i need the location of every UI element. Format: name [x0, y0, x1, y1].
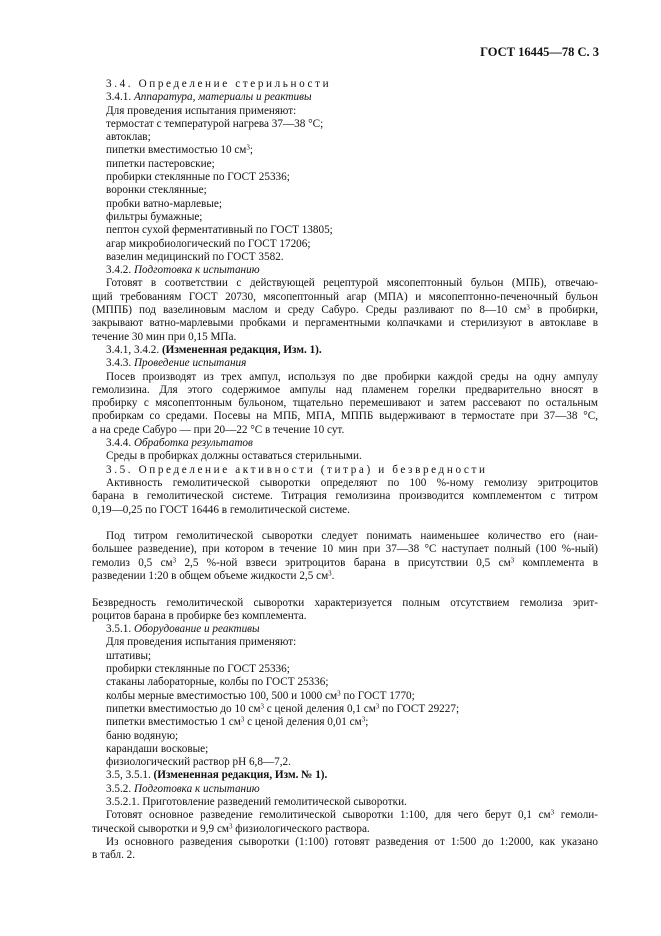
text-line: 3.5.2.1. Приготовление разведений гемолитической сыворотки. — [106, 796, 407, 809]
text-line: 3.5.1. Оборудование и реактивы — [106, 623, 260, 636]
text-line: Среды в пробирках должны оставаться стерильными. — [106, 450, 362, 463]
text-line: Для проведения испытания применяют: — [106, 104, 297, 117]
text-line: Под титром гемолитической сыворотки следует понимать наименьшее количество его (наи- — [106, 530, 598, 543]
text-line: пробирки стеклянные по ГОСТ 25336; — [106, 171, 290, 184]
text-line: пипетки пастеровские; — [106, 157, 215, 170]
text-line: физиологический раствор рН 6,8—7,2. — [106, 756, 291, 769]
text-line: фильтры бумажные; — [106, 210, 203, 223]
text-line: Из основного разведения сыворотки (1:100) готовят разведения от 1:500 до 1:2000, как указано — [106, 835, 598, 848]
text-line: 3.5.2. Подготовка к испытанию — [106, 782, 260, 795]
text-line — [92, 583, 598, 596]
text-line: пипетки вместимостью 1 $см^3$ с ценой деления 0,01 $см^3$; — [106, 715, 369, 729]
text-line: 0,19—0,25 по ГОСТ 16446 в гемолитической системе. — [92, 503, 350, 516]
text-line: 3.5, 3.5.1. (Измененная редакция, Изм. № 1). — [106, 769, 328, 782]
text-line: пробирку с мясопептонным бульоном, тщательно перемешивают и затем рассевают по остальным — [92, 397, 598, 410]
text-line: роцитов барана в пробирке без комплемента. — [92, 609, 307, 622]
text-line: гемолизина. Для этого содержимое ампулы над пламенем горелки предварительно вносят в — [92, 383, 598, 396]
text-line: пипетки вместимостью 10 $см^3$; — [106, 143, 253, 157]
page-header: ГОСТ 16445—78 С. 3 — [480, 45, 599, 59]
text-line: Безвредность гемолитической сыворотки характеризуется полным отсутствием гемолиза эрит- — [92, 596, 598, 609]
text-line: течение 30 мин при 0,15 МПа. — [92, 330, 237, 343]
text-line: воронки стеклянные; — [106, 184, 207, 197]
text-line: штативы; — [106, 649, 152, 662]
text-line — [92, 517, 598, 530]
text-line: (МППБ) под вазелиновым маслом и среду Сабуро. Среды разливают по 8—10 $см^3$ в пробирки, — [92, 303, 598, 317]
text-line: Посев производят из трех ампул, используя по две пробирки каждой среды на одну ампулу — [106, 370, 598, 383]
text-line: Готовят в соответствии с действующей рецептурой мясопептонный бульон (МПБ), отвечаю- — [106, 277, 598, 290]
text-line: 3.4.2. Подготовка к испытанию — [106, 264, 260, 277]
text-line: Активность гемолитической сыворотки определяют по 100 %-ному гемолизу эритроцитов — [106, 476, 598, 489]
text-line: барана в гемолитической системе. Титрация гемолизина производится комплементом с титром — [92, 490, 598, 503]
text-line: 3.4.4. Обработка результатов — [106, 437, 253, 450]
text-line: карандаши восковые; — [106, 742, 209, 755]
text-line: пробирки стеклянные по ГОСТ 25336; — [106, 663, 290, 676]
text-line: щий требованиям ГОСТ 20730, мясопептонный агар (МПА) и мясопептонно-печеночный бульон — [92, 290, 598, 303]
text-line: Для проведения испытания применяют: — [106, 636, 297, 649]
text-line: 3.5. Определение активности (титра) и безвредности — [106, 463, 488, 476]
text-line: пипетки вместимостью до 10 $см^3$ с ценой деления 0,1 $см^3$ по ГОСТ 29227; — [106, 702, 460, 715]
text-line: автоклав; — [106, 131, 151, 144]
text-line: колбы мерные вместимостью 100, 500 и 1000 $см^3$ по ГОСТ 1770; — [106, 689, 415, 702]
text-line: вазелин медицинский по ГОСТ 3582. — [106, 250, 284, 263]
text-line: 3.4. Определение стерильности — [106, 78, 332, 90]
text-line: закрывают ватно-марлевыми пробками и пергаментными колпачками и стерилизуют в автоклаве в — [92, 317, 598, 330]
text-line: 3.4.1, 3.4.2. (Измененная редакция, Изм. 1). — [106, 343, 322, 356]
page-body — [92, 78, 598, 863]
text-line: агар микробиологический по ГОСТ 17206; — [106, 237, 311, 250]
text-line: пептон сухой ферментативный по ГОСТ 13805; — [106, 224, 333, 237]
text-line: баню водяную; — [106, 729, 179, 742]
text-line: Готовят основное разведение гемолитической сыворотки 1:100, для чего берут 0,1 $см^3$ гемоли- — [106, 808, 598, 822]
text-line: гемолиз 0,5 $см^3$ 2,5 %-ной взвеси эритроцитов барана в присутствии 0,5 $см^3$ комплемента в — [92, 556, 598, 569]
text-line: термостат с температурой нагрева 37—38 °С; — [106, 117, 324, 130]
text-line: разведении 1:20 в общем объеме жидкости 2,5 $см^3$. — [92, 569, 335, 582]
text-line: 3.4.1. Аппаратура, материалы и реактивы — [106, 91, 312, 104]
text-line: стаканы лабораторные, колбы по ГОСТ 25336; — [106, 676, 329, 689]
text-line: пробиркам со средами. Посевы на МПБ, МПА, МППБ выдерживают в термостате при 37—38 °С, — [92, 410, 598, 423]
text-line: большее разведение), при котором в течение 10 мин при 37—38 °С наступает полный (100 %-ный) — [92, 543, 598, 556]
text-line: а на среде Сабуро — при 20—22 °С в течение 10 сут. — [92, 423, 345, 436]
text-line: пробки ватно-марлевые; — [106, 197, 222, 210]
text-line: в табл. 2. — [92, 849, 136, 862]
text-line: тической сыворотки и 9,9 $см^3$ физиологического раствора. — [92, 822, 370, 835]
text-line: 3.4.3. Проведение испытания — [106, 357, 247, 370]
